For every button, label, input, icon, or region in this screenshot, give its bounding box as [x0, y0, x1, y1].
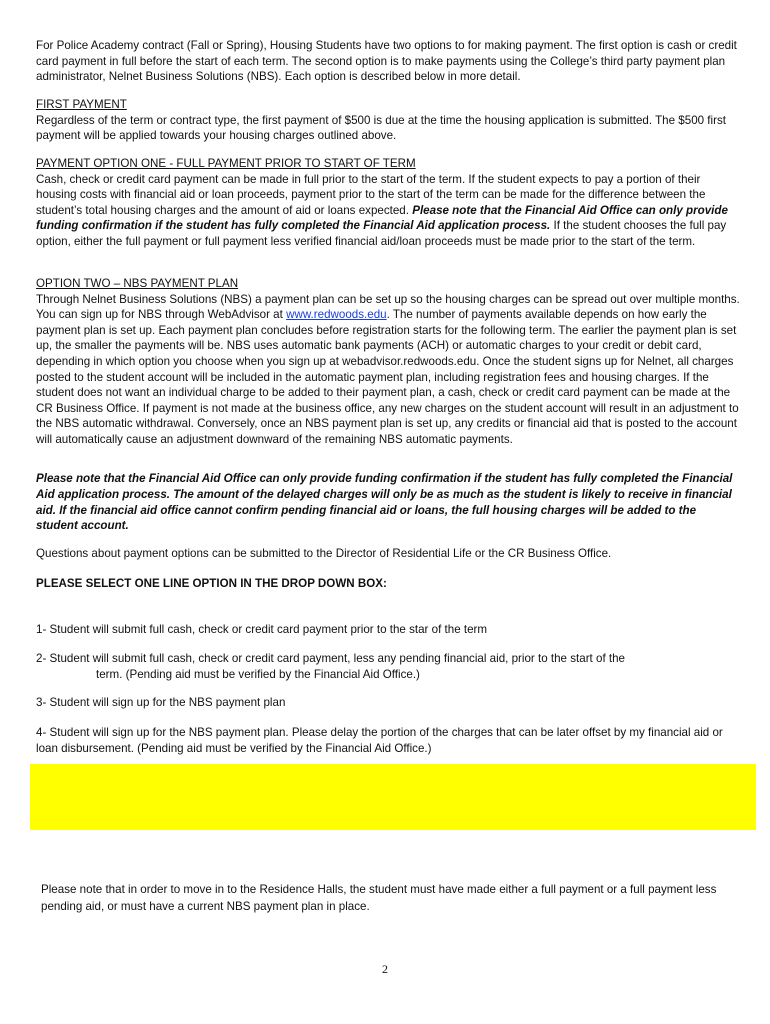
- intro-paragraph: For Police Academy contract (Fall or Spring), Housing Students have two options to for making payment. The first option is cash or credit card payment in full before the start of each term. The second option is to make payments using the College’s third party payment plan administrator, Nelnet Business Solutions (NBS). Each option is described below in more detail.: [36, 39, 737, 84]
- option-two-section: [36, 276, 741, 448]
- first-payment-section: [36, 97, 741, 144]
- select-heading: PLEASE SELECT ONE LINE OPTION IN THE DROP DOWN BOX:: [36, 577, 387, 590]
- option-one-body: Cash, check or credit card payment can be made in full prior to the start of the term. If the student expects to pay a portion of their housing costs with financial aid or loan proceeds, payment prior to the start of the term can be made for the difference between the student’s total housing charges and the amount of aid or loans expected. Please note that the Financial Aid Office can only provide funding confirmation if the student has fully completed the Financial Aid application process. If the student chooses the full pay option, either the full payment or full payment less verified financial aid/loan proceeds must be made prior to the start of the term.: [36, 172, 728, 248]
- option-4: 4- Student will sign up for the NBS payment plan. Please delay the portion of the charges that can be later offset by my financial aid or loan disbursement. (Pending aid must be verified by the Financial Aid Office.): [36, 726, 723, 755]
- option-two-heading: OPTION TWO – NBS PAYMENT PLAN: [36, 277, 239, 290]
- option-1: 1- Student will submit full cash, check or credit card payment prior to the star of the term: [36, 623, 488, 636]
- page-number: 2: [382, 962, 388, 976]
- option-one-emphasis: Please note that the Financial Aid Office can only provide funding confirmation if the student has fully completed the Financial Aid application process.: [36, 203, 728, 233]
- first-payment-body: Regardless of the term or contract type, the first payment of $500 is due at the time the housing application is submitted. The $500 first payment will be applied towards your housing charges outlined above.: [36, 113, 726, 143]
- option-one-heading: PAYMENT OPTION ONE - FULL PAYMENT PRIOR TO START OF TERM: [36, 157, 416, 170]
- questions-paragraph: Questions about payment options can be submitted to the Director of Residential Life or the CR Business Office.: [36, 547, 612, 560]
- redwoods-link[interactable]: www.redwoods.edu: [286, 308, 387, 322]
- option-one-section: [36, 156, 741, 250]
- residence-halls-note: Please note that in order to move in to the Residence Halls, the student must have made either a full payment or a full payment less pending aid, or must have a current NBS payment plan in place.: [41, 883, 717, 913]
- option-dropdown[interactable]: [30, 764, 756, 830]
- option-2: 2- Student will submit full cash, check or credit card payment, less any pending financial aid, prior to the start of the term. (Pending aid must be verified by the Financial Aid Office.): [36, 652, 625, 681]
- option-two-body: Through Nelnet Business Solutions (NBS) a payment plan can be set up so the housing charges can be spread out over multiple months. You can sign up for NBS through WebAdvisor at www.redwoods.edu. The number of payments available depends on how early the payment plan is set up. Each payment plan concludes before registration starts for the following term. The earlier the payment plan is set up, the smaller the payments will be. NBS uses automatic bank payments (ACH) or automatic charges to your credit or debit card, depending in which option you choose when you sign up at webadvisor.redwoods.edu. Once the student signs up for Nelnet, all charges posted to the student account will be included in the automatic payment plan, including registration fees and housing charges. If the student does not want an individual charge to be added to their payment plan, a cash, check or credit card payment can be made at the CR Business Office. If payment is not made at the business office, any new charges on the student account will result in an adjustment to the NBS automatic withdrawal. Conversely, once an NBS payment plan is set up, any credits or financial aid that is posted to the account will automatically cause an adjustment downward of the remaining NBS automatic payments.: [36, 292, 740, 446]
- funding-note: Please note that the Financial Aid Office can only provide funding confirmation if the student has fully completed the Financial Aid application process. The amount of the delayed charges will only be as much as the student is likely to receive in financial aid. If the financial aid office cannot confirm pending financial aid or loans, the full housing charges will be added to the student account.: [36, 472, 733, 533]
- first-payment-heading: FIRST PAYMENT: [36, 98, 127, 111]
- option-3: 3- Student will sign up for the NBS payment plan: [36, 696, 286, 709]
